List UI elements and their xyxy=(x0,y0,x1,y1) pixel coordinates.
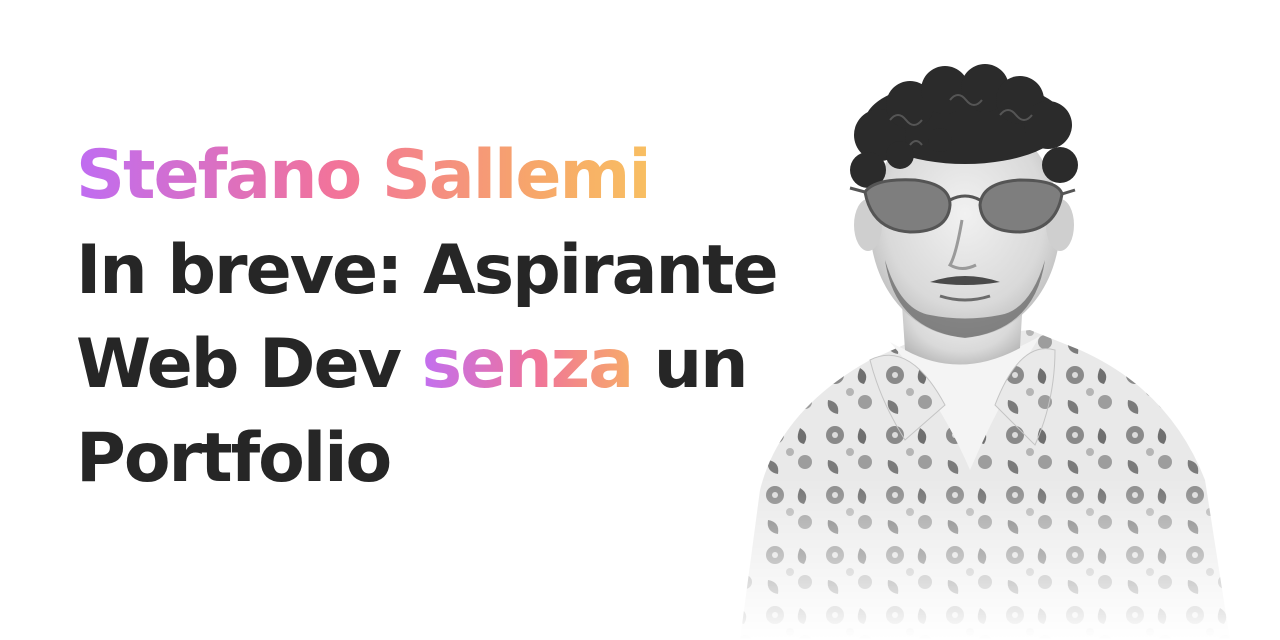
headline-line-2-start: Web Dev xyxy=(76,325,422,404)
portrait-photo xyxy=(700,60,1260,640)
headline-highlight: senza xyxy=(421,325,633,404)
headline-line-1: In breve: Aspirante xyxy=(76,231,777,310)
person-portrait-icon xyxy=(700,60,1260,640)
headline-line-2-end: un xyxy=(632,325,747,404)
headline-line-3: Portfolio xyxy=(76,419,391,498)
author-name: Stefano Sallemi xyxy=(76,128,650,224)
